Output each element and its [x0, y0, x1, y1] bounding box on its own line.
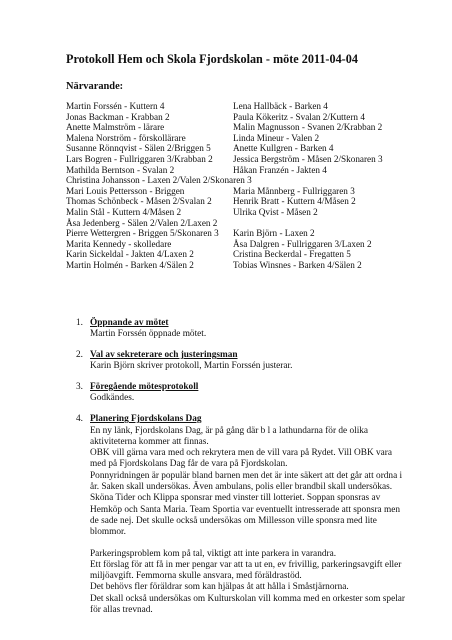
- agenda-paragraph: OBK vill gärna vara med och rekrytera men de vill vara på Rydet. Vill OBK vara med på Fjordskolans Dag får de vara på Fjordskolan.: [90, 448, 392, 470]
- attendee-row: [66, 175, 406, 186]
- agenda-paragraph: Parkeringsproblem kom på tal, viktigt att inte parkera in varandra.: [90, 548, 337, 559]
- attendee-left: Jonas Backman - Krabban 2: [66, 111, 170, 122]
- agenda-item-body: [90, 393, 406, 404]
- agenda-paragraph: Det skall också undersökas om Kulturskolan vill komma med en orkester som spelar för allas trevnad.: [90, 593, 405, 616]
- attendee-left: Anette Malmström - lärare: [66, 122, 165, 133]
- agenda-item-number: 2.: [76, 350, 83, 361]
- attendee-left: Christina Johansson - Laxen 2/Valen 2/Skonaren 3: [66, 175, 252, 186]
- attendee-left: Mari Louis Pettersson - Briggen: [66, 185, 185, 196]
- agenda-item-body: [90, 361, 406, 372]
- attendee-row: [66, 112, 406, 123]
- attendee-row: [66, 207, 406, 218]
- attendee-left: Martin Holmén - Barken 4/Sälen 2: [66, 259, 194, 270]
- attendee-row: [66, 196, 406, 207]
- agenda-item-number: 1.: [76, 318, 83, 328]
- attendee-right: Karin Björn - Laxen 2: [233, 228, 315, 239]
- attendee-row: [66, 133, 406, 144]
- agenda-item-heading: Öppnande av mötet: [90, 318, 169, 328]
- agenda-item-number: 4.: [76, 414, 83, 425]
- attendee-left: Marita Kennedy - skolledare: [66, 238, 172, 249]
- agenda-item: [76, 414, 406, 616]
- attendee-row: [66, 154, 406, 165]
- attendee-right: Jessica Bergström - Måsen 2/Skonaren 3: [233, 153, 383, 164]
- attendee-row: [66, 186, 406, 197]
- attendee-left: Mathilda Berntson - Svalan 2: [66, 164, 175, 175]
- attendee-row: [66, 249, 406, 260]
- attendee-left: Martin Forssén - Kuttern 4: [66, 101, 165, 111]
- attendee-row: [66, 218, 406, 229]
- agenda-item: [76, 350, 406, 373]
- attendee-row: [66, 165, 406, 176]
- agenda-paragraph: En ny länk, Fjordskolans Dag, är på gång där b l a lathundarna för de olika aktiviteterna kommer att finnas.: [90, 425, 369, 447]
- attendee-row: [66, 122, 406, 133]
- agenda-paragraph: Godkändes.: [90, 393, 135, 404]
- agenda-item: [76, 318, 406, 341]
- attendee-right: Ulrika Qvist - Måsen 2: [233, 206, 318, 217]
- attendee-right: Tobias Winsnes - Barken 4/Sälen 2: [233, 259, 362, 270]
- attendee-left: Lars Bogren - Fullriggaren 3/Krabban 2: [66, 153, 213, 164]
- attendee-right: Paula Kökeritz - Svalan 2/Kuttern 4: [233, 111, 365, 122]
- attendee-list: [66, 101, 406, 271]
- attendee-right: Anette Kullgren - Barken 4: [233, 143, 334, 154]
- agenda-paragraph: Det behövs fler föräldrar som kan hjälpas åt att hålla i Småstjärnorna.: [90, 582, 349, 593]
- document-title: Protokoll Hem och Skola Fjordskolan - möte 2011-04-04: [66, 52, 358, 66]
- attendee-right: Håkan Franzén - Jakten 4: [233, 164, 327, 175]
- agenda-item-body: [90, 426, 406, 617]
- agenda-paragraph: Ett förslag för att få in mer pengar var att ta ut en, ev frivillig, parkeringsavgift eller miljöavgift. Femmorna skulle ansvara, med föräldrastöd.: [90, 559, 402, 582]
- agenda-item-number: 3.: [76, 382, 83, 393]
- attendee-row: [66, 143, 406, 154]
- attendee-right: Åsa Dalgren - Fullriggaren 3/Laxen 2: [233, 238, 372, 249]
- attendee-left: Åsa Jedenberg - Sälen 2/Valen 2/Laxen 2: [66, 217, 218, 228]
- agenda-paragraph: Ponnyridningen är populär bland barnen men det är inte säkert att det går att ordna i år. Saken skall undersökas. Även ambulans, polis eller brandbil skall undersökas.: [90, 470, 403, 493]
- attendee-right: Henrik Bratt - Kuttern 4/Måsen 2: [233, 196, 356, 207]
- agenda-paragraph: Sköna Tider och Klippa sponsrar med vinster till lotteriet. Soppan sponsras av Hemköp och Santa Maria. Team Sportia var eventuellt intresserade att sponsra men de sade nej. Det skulle också undersökas om Millesson ville sponsra med lite blommor.: [90, 493, 401, 538]
- attendee-row: [66, 239, 406, 250]
- attendee-row: [66, 101, 406, 112]
- attendee-right: Lena Hallbäck - Barken 4: [233, 101, 328, 111]
- agenda-item-heading: Föregående mötesprotokoll: [90, 382, 199, 393]
- agenda-item-heading: Planering Fjordskolans Dag: [90, 414, 202, 425]
- attendee-right: Maria Månnberg - Fullriggaren 3: [233, 185, 355, 196]
- agenda-paragraph: Martin Forssén öppnade mötet.: [90, 329, 207, 340]
- agenda-item-heading: Val av sekreterare och justeringsman: [90, 350, 238, 361]
- attendee-left: Malin Stål - Kuttern 4/Måsen 2: [66, 206, 182, 217]
- agenda-paragraph: Karin Björn skriver protokoll, Martin Forssén justerar.: [90, 361, 293, 372]
- agenda-item-body: [90, 329, 406, 340]
- attendee-left: Pierre Wettergren - Briggen 5/Skonaren 3: [66, 228, 219, 239]
- attendee-left: Karin Sickeldal - Jakten 4/Laxen 2: [66, 249, 194, 260]
- attendee-right: Malin Magnusson - Svanen 2/Krabban 2: [233, 122, 383, 133]
- attendee-right: Linda Mineur - Valen 2: [233, 132, 320, 143]
- attendee-left: Susanne Rönnqvist - Sälen 2/Briggen 5: [66, 143, 211, 154]
- agenda-item: [76, 382, 406, 405]
- attendee-left: Thomas Schönbeck - Måsen 2/Svalan 2: [66, 196, 212, 207]
- attendee-right: Cristina Beckerdal - Fregatten 5: [233, 249, 351, 260]
- agenda-list: [76, 318, 406, 626]
- attendee-row: [66, 228, 406, 239]
- attendee-row: [66, 260, 406, 271]
- attendee-left: Malena Norström - förskollärare: [66, 132, 186, 143]
- present-heading: Närvarande:: [66, 81, 124, 92]
